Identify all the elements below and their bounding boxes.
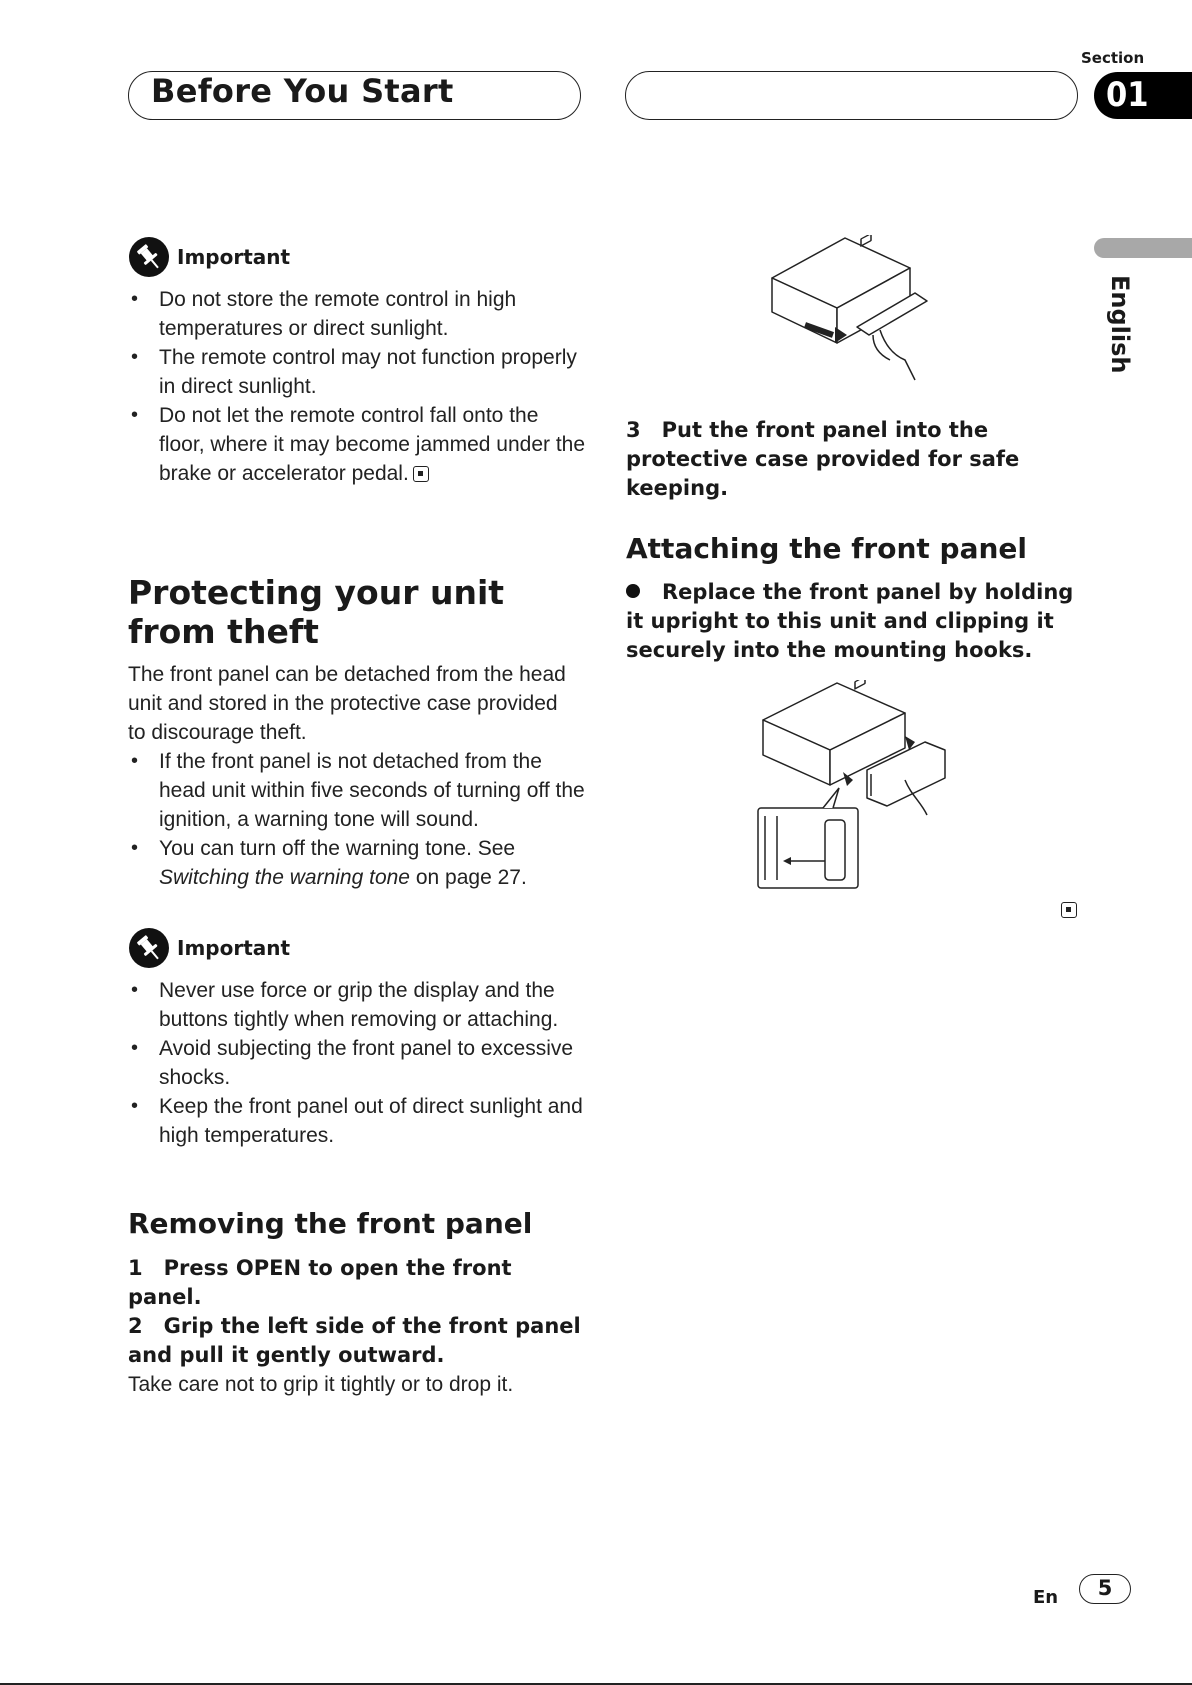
language-label: English	[1106, 275, 1134, 374]
removing-step-1: 1 Press OPEN to open the front panel.	[128, 1256, 512, 1309]
list-item	[129, 1092, 589, 1150]
attaching-heading: Attaching the front panel	[626, 532, 1027, 565]
attaching-step-text: Replace the front panel by holding it upright to this unit and clipping it securely into the mounting hooks.	[626, 580, 1074, 662]
important-label: Important	[177, 245, 291, 269]
list-item-text: Never use force or grip the display and the buttons tightly when removing or attaching.	[159, 979, 559, 1031]
removing-step-2: 2 Grip the left side of the front panel and pull it gently outward.	[128, 1314, 581, 1367]
section-number: 01	[1094, 72, 1192, 119]
panel-attach-illustration	[755, 680, 955, 890]
section-label: Section	[1081, 49, 1145, 67]
list-item-text: on page 27.	[415, 866, 527, 889]
attaching-step	[626, 578, 1086, 665]
bullet-dot-icon	[626, 584, 640, 598]
panel-removal-illustration	[765, 235, 945, 385]
list-item	[129, 401, 589, 488]
list-item-text: The remote control may not function properly in direct sunlight.	[159, 346, 577, 398]
list-item	[129, 343, 589, 401]
list-item-text: Avoid subjecting the front panel to excessive shocks.	[159, 1037, 574, 1089]
list-item-text: Do not let the remote control fall onto the floor, where it may become jammed under the brake or accelerator pedal.	[159, 404, 586, 485]
cross-reference: Switching the warning tone	[159, 866, 410, 889]
theft-intro: The front panel can be detached from the head unit and stored in the protective case provided to discourage theft.	[128, 663, 566, 744]
list-item	[129, 747, 589, 834]
list-item-text: You can turn off the warning tone. See	[159, 837, 516, 860]
important-list-1	[129, 285, 589, 488]
header-empty-pill	[625, 71, 1078, 120]
removing-step-2-note: Take care not to grip it tightly or to drop it.	[128, 1373, 514, 1396]
theft-heading: Protecting your unit from theft	[128, 573, 505, 651]
page-title: Before You Start	[151, 72, 454, 110]
list-item	[129, 285, 589, 343]
important-label: Important	[177, 936, 291, 960]
list-item-text: Keep the front panel out of direct sunlight and high temperatures.	[159, 1095, 583, 1147]
important-list-2	[129, 976, 589, 1150]
language-tab	[1094, 238, 1192, 258]
list-item-text: Do not store the remote control in high temperatures or direct sunlight.	[159, 288, 517, 340]
important-heading-2	[129, 928, 290, 968]
important-icon	[129, 237, 169, 277]
end-mark-icon	[413, 466, 429, 482]
important-heading-1	[129, 237, 290, 277]
step-3: 3 Put the front panel into the protective case provided for safe keeping.	[626, 418, 1020, 500]
list-item	[129, 834, 589, 892]
important-icon	[129, 928, 169, 968]
removing-heading: Removing the front panel	[128, 1207, 533, 1240]
list-item	[129, 1034, 589, 1092]
language-code: En	[1033, 1587, 1059, 1608]
page-number: 5	[1079, 1574, 1131, 1604]
end-mark-icon	[1061, 902, 1077, 918]
list-item-text: If the front panel is not detached from the head unit within five seconds of turning off the ignition, a warning tone will sound.	[159, 750, 585, 831]
list-item	[129, 976, 589, 1034]
theft-list	[129, 747, 589, 892]
